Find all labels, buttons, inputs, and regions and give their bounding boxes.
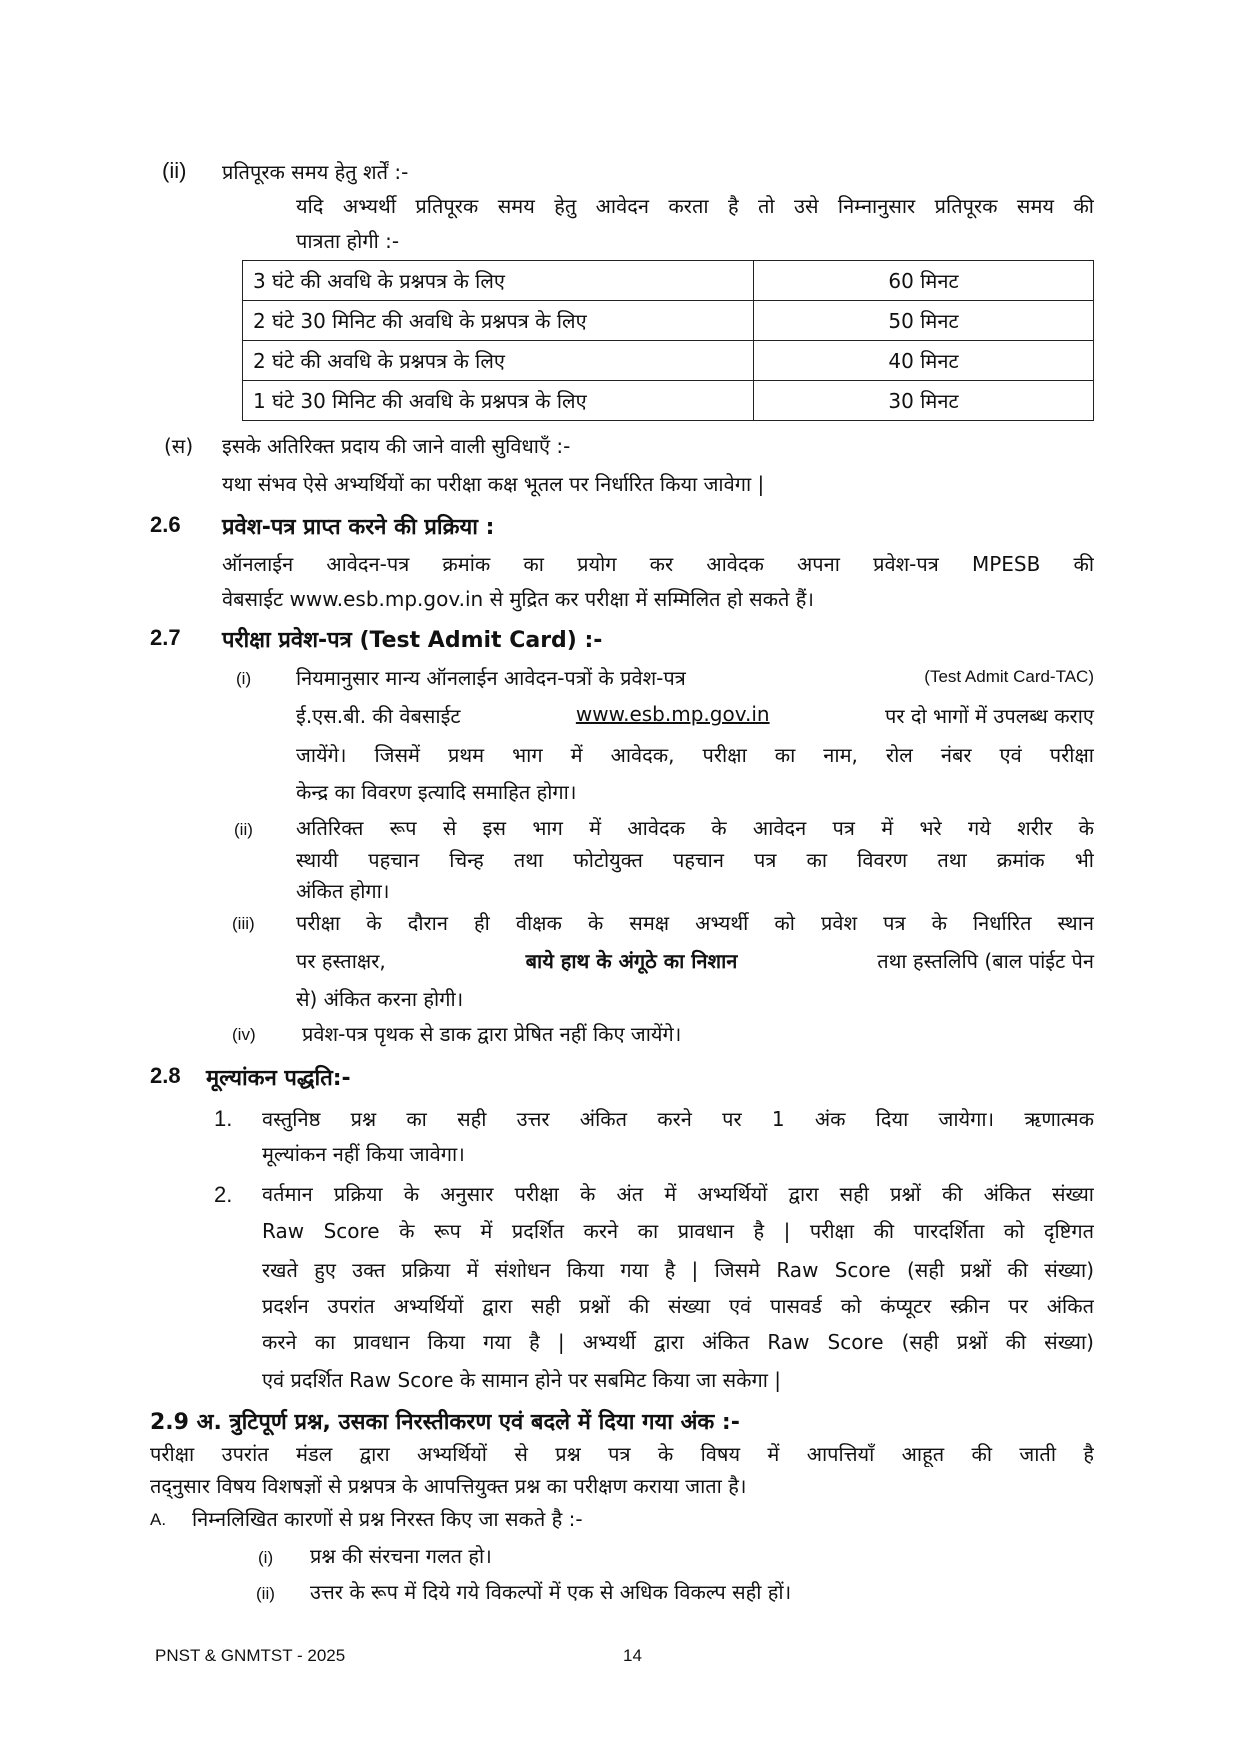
point-2-line2: Raw Score के रूप में प्रदर्शित करने का प्रावधान है | परीक्षा की पारदर्शिता को दृष्टिगत	[262, 1219, 1094, 1243]
item-iii-line1: परीक्षा के दौरान ही वीक्षक के समक्ष अभ्यर्थी को प्रवेश पत्र के निर्धारित स्थान	[296, 911, 1094, 935]
section-2-7-title: परीक्षा प्रवेश-पत्र (Test Admit Card) :-	[222, 628, 603, 653]
item-i-line2-text-a: ई.एस.बी. की वेबसाईट	[296, 704, 461, 728]
item-iv-number: (iv)	[232, 1025, 256, 1044]
extra-time-cell: 60 मिनट	[754, 261, 1094, 301]
item-i-line2-text-b: पर दो भागों में उपलब्ध कराए	[884, 704, 1094, 728]
item-i-line1-tac: (Test Admit Card-TAC)	[924, 667, 1094, 686]
section-2-8-title: मूल्यांकन पद्धति:-	[206, 1066, 351, 1091]
section-2-6-title: प्रवेश-पत्र प्राप्त करने की प्रक्रिया :	[222, 515, 495, 540]
extra-time-cell: 50 मिनट	[754, 301, 1094, 341]
point-1-line1: वस्तुनिष्ठ प्रश्न का सही उत्तर अंकित करने पर 1 अंक दिया जायेगा। ऋणात्मक	[262, 1107, 1094, 1131]
section-2-7-number: 2.7	[150, 625, 181, 650]
section-2-9-title: 2.9 अ. त्रुटिपूर्ण प्रश्न, उसका निरस्तीकरण एवं बदले में दिया गया अंक :-	[150, 1410, 740, 1435]
item-i-line4: केन्द्र का विवरण इत्यादि समाहित होगा।	[296, 780, 577, 804]
paper-duration-cell: 2 घंटे 30 मिनिट की अवधि के प्रश्नपत्र के लिए	[243, 301, 754, 341]
item-i-line3: जायेंगे। जिसमें प्रथम भाग में आवेदक, परीक्षा का नाम, रोल नंबर एवं परीक्षा	[296, 743, 1094, 767]
item-iii-line2-bold: बाये हाथ के अंगूठे का निशान	[525, 949, 738, 973]
item-iii-number: (iii)	[232, 914, 255, 933]
item-ii-line1: अतिरिक्त रूप से इस भाग में आवेदक के आवेदन पत्र में भरे गये शरीर के	[296, 816, 1094, 840]
section-ii-title: प्रतिपूरक समय हेतु शर्तें :-	[222, 160, 409, 184]
section-sa-title: इसके अतिरिक्त प्रदाय की जाने वाली सुविधाएँ :-	[222, 434, 571, 458]
point-1-number: 1.	[214, 1106, 233, 1131]
table-row	[243, 381, 1094, 421]
section-2-9-line2: तद्नुसार विषय विशषज्ञों से प्रश्नपत्र के आपत्तियुक्त प्रश्न का परीक्षण कराया जाता है।	[150, 1474, 747, 1498]
section-sa-number: (स)	[164, 434, 194, 458]
reason-i-text: प्रश्न की संरचना गलत हो।	[310, 1544, 492, 1568]
item-ii-number: (ii)	[234, 820, 253, 839]
list-a-title: निम्नलिखित कारणों से प्रश्न निरस्त किए जा सकते है :-	[192, 1507, 583, 1531]
item-i-number: (i)	[236, 669, 252, 688]
page-number: 14	[623, 1646, 642, 1665]
table-row	[243, 341, 1094, 381]
section-2-6-number: 2.6	[150, 512, 181, 537]
compensatory-time-table	[242, 260, 1094, 421]
item-iv-line: प्रवेश-पत्र पृथक से डाक द्वारा प्रेषित नहीं किए जायेंगे।	[302, 1022, 682, 1046]
item-iii-line2-text-b: तथा हस्तलिपि (बाल पांईट पेन	[877, 949, 1094, 973]
section-2-9-line1: परीक्षा उपरांत मंडल द्वारा अभ्यर्थियों से प्रश्न पत्र के विषय में आपत्तियाँ आहूत की जाती है	[150, 1442, 1094, 1466]
item-ii-line3: अंकित होगा।	[296, 879, 390, 903]
item-iii-line3: से) अंकित करना होगी।	[296, 987, 464, 1011]
point-1-line2: मूल्यांकन नहीं किया जावेगा।	[262, 1142, 465, 1166]
item-ii-line2: स्थायी पहचान चिन्ह तथा फोटोयुक्त पहचान पत्र का विवरण तथा क्रमांक भी	[296, 848, 1094, 872]
item-i-line1-text: नियमानुसार मान्य ऑनलाईन आवेदन-पत्रों के प्रवेश-पत्र	[296, 666, 686, 690]
section-2-6-line1: ऑनलाईन आवेदन-पत्र क्रमांक का प्रयोग कर आवेदक अपना प्रवेश-पत्र MPESB की	[222, 552, 1094, 576]
point-2-number: 2.	[214, 1182, 233, 1207]
list-a-number: A.	[150, 1510, 167, 1529]
paper-duration-cell: 1 घंटे 30 मिनिट की अवधि के प्रश्नपत्र के लिए	[243, 381, 754, 421]
item-i-line1	[296, 664, 1094, 691]
point-2-line6: एवं प्रदर्शित Raw Score के सामान होने पर सबमिट किया जा सकेगा |	[262, 1368, 782, 1392]
point-2-line3: रखते हुए उक्त प्रक्रिया में संशोधन किया गया है | जिसमे Raw Score (सही प्रश्नों की संख्या)	[262, 1258, 1094, 1282]
reason-i-number: (i)	[258, 1548, 274, 1567]
item-iii-line2-text-a: पर हस्ताक्षर,	[296, 949, 386, 973]
item-i-line2	[296, 702, 1094, 729]
footer-exam-name: PNST & GNMTST - 2025	[155, 1646, 346, 1665]
extra-time-cell: 40 मिनट	[754, 341, 1094, 381]
esb-website-link[interactable]: www.esb.mp.gov.in	[575, 702, 770, 726]
point-2-line1: वर्तमान प्रक्रिया के अनुसार परीक्षा के अंत में अभ्यर्थियों द्वारा सही प्रश्नों की अंकित संख्या	[262, 1182, 1094, 1206]
section-ii-para-line1: यदि अभ्यर्थी प्रतिपूरक समय हेतु आवेदन करता है तो उसे निम्नानुसार प्रतिपूरक समय की	[296, 194, 1094, 218]
paper-duration-cell: 3 घंटे की अवधि के प्रश्नपत्र के लिए	[243, 261, 754, 301]
section-2-8-number: 2.8	[150, 1063, 181, 1088]
section-ii-para-line2: पात्रता होगी :-	[296, 229, 400, 253]
section-2-6-line2: वेबसाईट www.esb.mp.gov.in से मुद्रित कर परीक्षा में सम्मिलित हो सकते हैं।	[222, 587, 814, 611]
section-ii-number: (ii)	[162, 158, 187, 183]
table-row	[243, 261, 1094, 301]
reason-ii-text: उत्तर के रूप में दिये गये विकल्पों में एक से अधिक विकल्प सही हों।	[310, 1580, 792, 1604]
item-iii-line2	[296, 947, 1094, 974]
section-sa-line: यथा संभव ऐसे अभ्यर्थियों का परीक्षा कक्ष भूतल पर निर्धारित किया जावेगा |	[222, 472, 765, 496]
paper-duration-cell: 2 घंटे की अवधि के प्रश्नपत्र के लिए	[243, 341, 754, 381]
point-2-line5: करने का प्रावधान किया गया है | अभ्यर्थी द्वारा अंकित Raw Score (सही प्रश्नों की संख्या)	[262, 1330, 1094, 1354]
point-2-line4: प्रदर्शन उपरांत अभ्यर्थियों द्वारा सही प्रश्नों की संख्या एवं पासवर्ड को कंप्यूटर स्क्रीन पर अंकित	[262, 1294, 1094, 1318]
table-row	[243, 301, 1094, 341]
extra-time-cell: 30 मिनट	[754, 381, 1094, 421]
reason-ii-number: (ii)	[256, 1584, 275, 1603]
